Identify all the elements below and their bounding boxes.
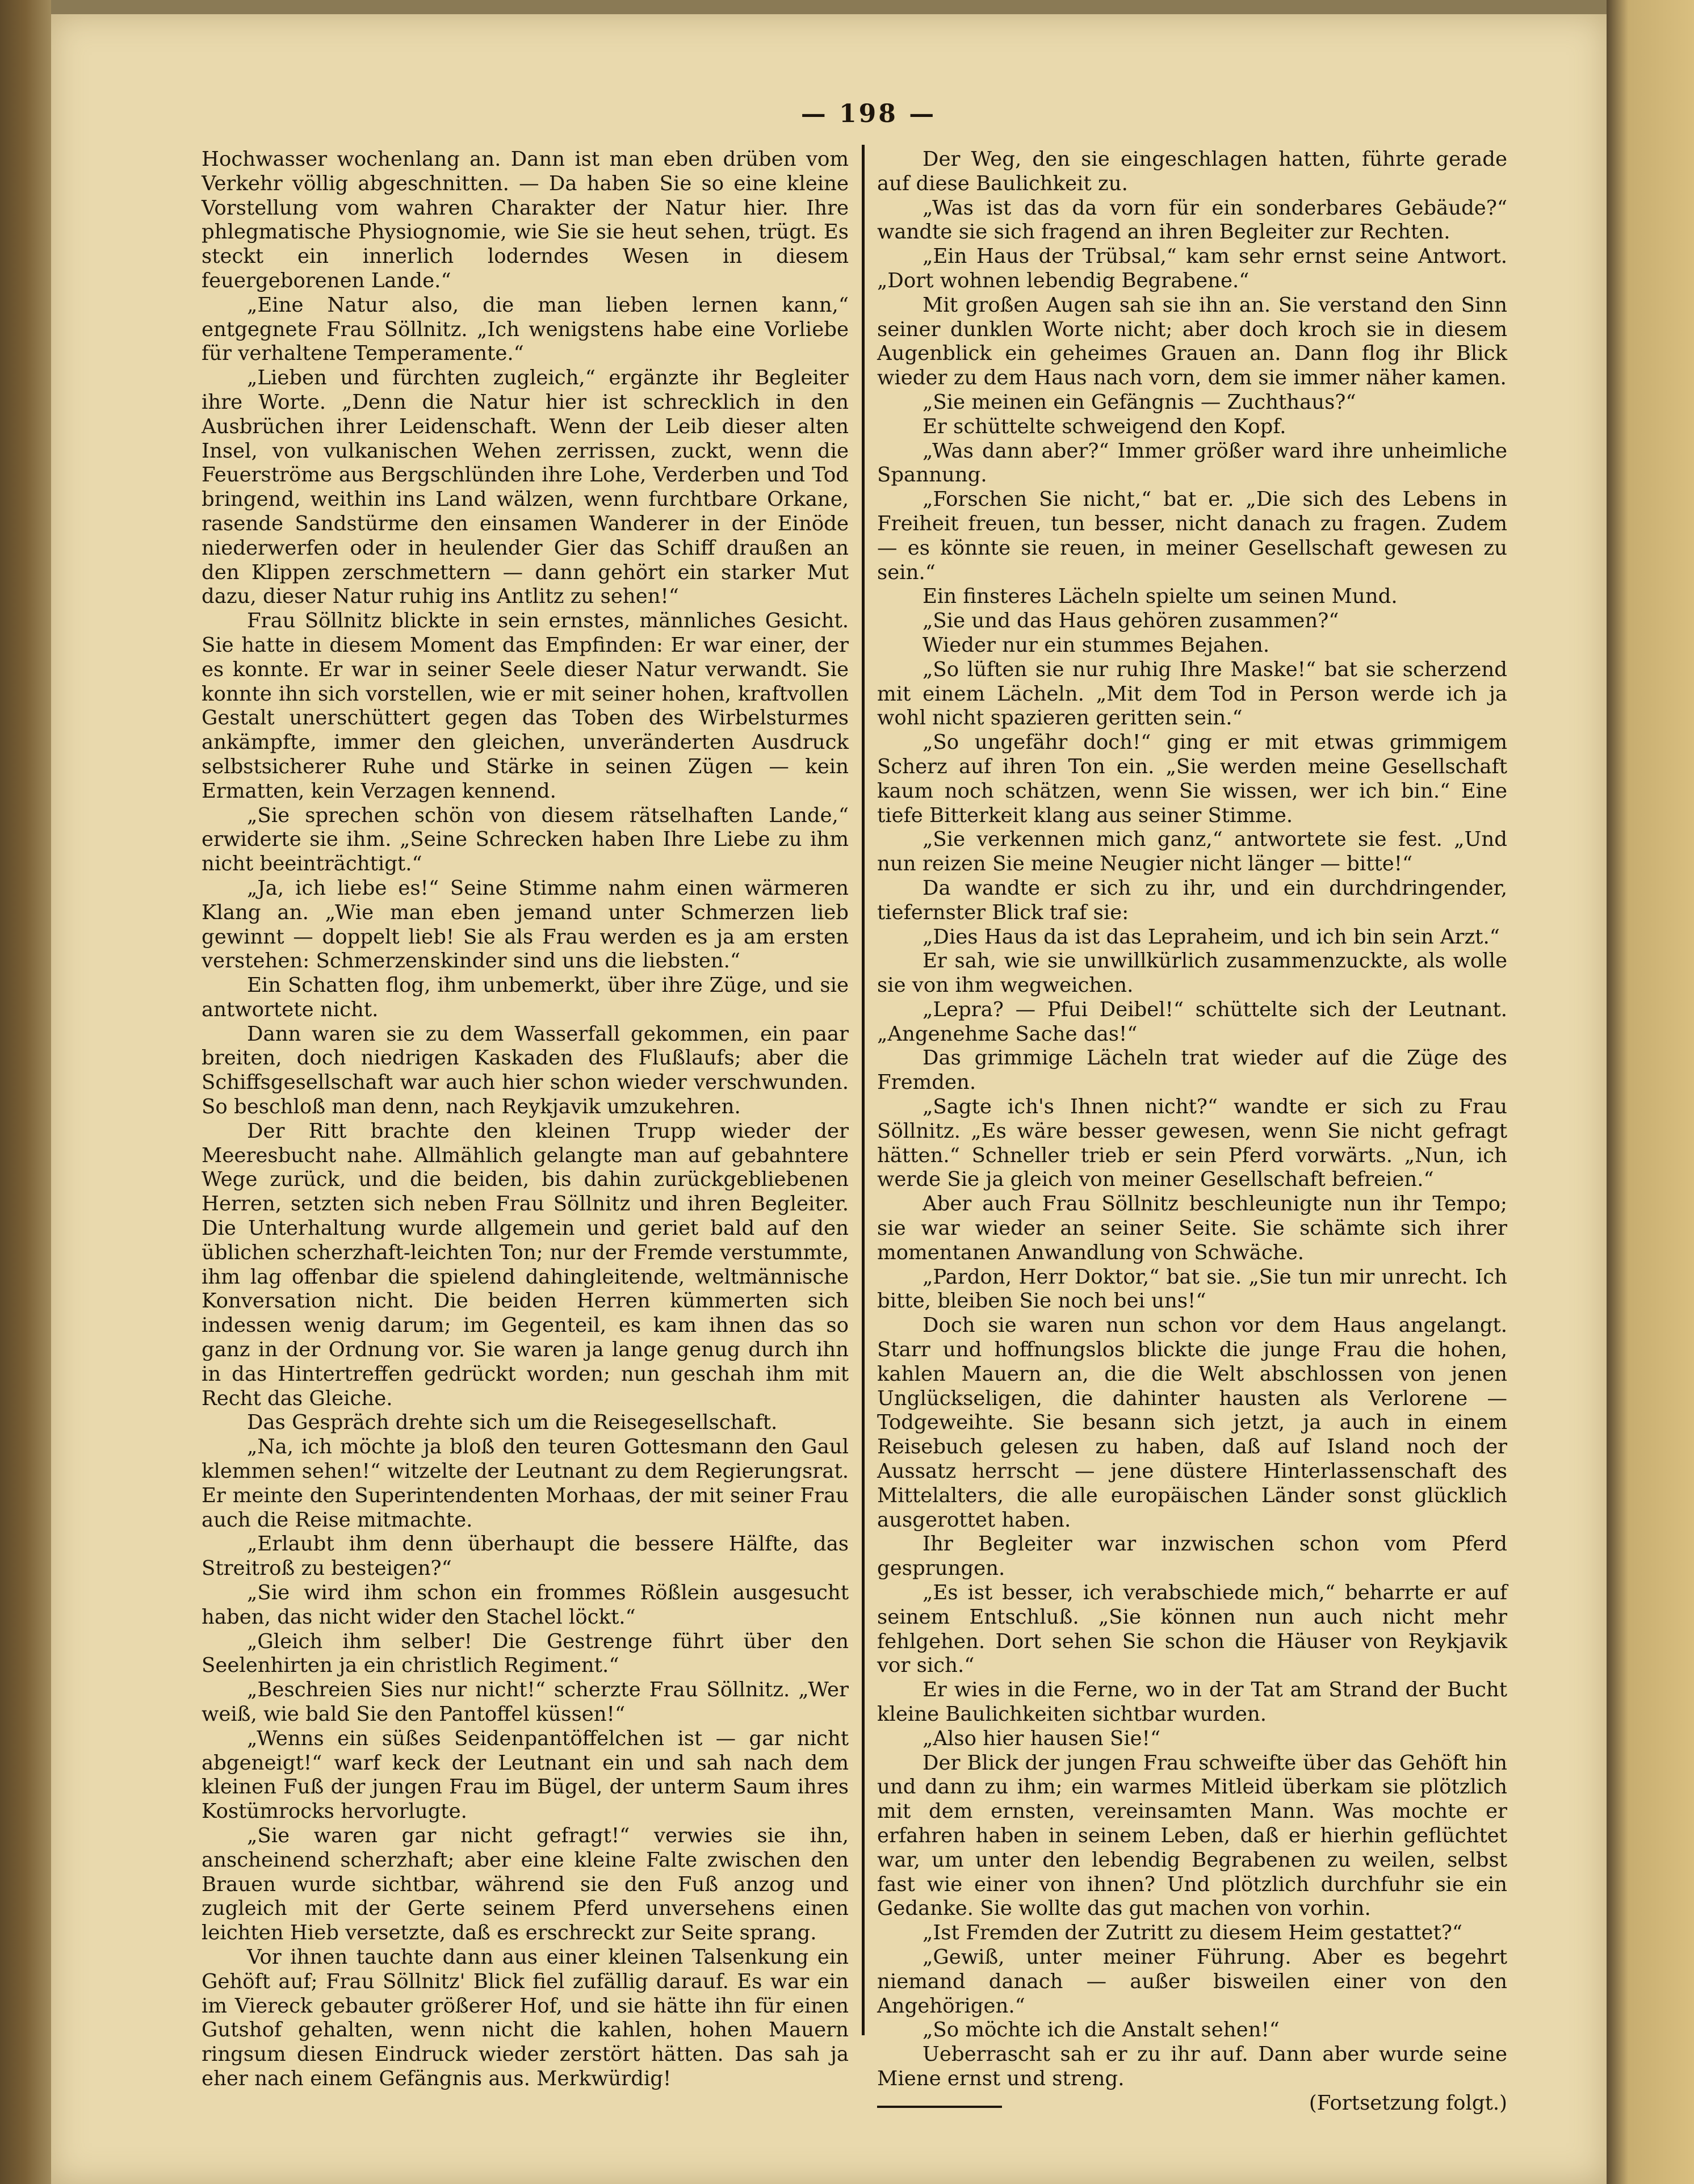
paragraph: „Eine Natur also, die man lieben lernen kann,“ entgegnete Frau Söllnitz. „Ich wenigstens habe eine Vorliebe für verhaltene Temperamente.“ (202, 293, 849, 366)
paragraph: Dann waren sie zu dem Wasserfall gekommen, ein paar breiten, doch niedrigen Kaskaden des Flußlaufs; aber die Schiffsgesellschaft war auch hier schon wieder verschwunden. So beschloß man denn, nach Reykjavik umzukehren. (202, 1022, 849, 1119)
paragraph: Ein Schatten flog, ihm unbemerkt, über ihre Züge, und sie antwortete nicht. (202, 974, 849, 1021)
continuation-note: (Fortsetzung folgt.) (1309, 2091, 1507, 2115)
paragraph: „Sie sprechen schön von diesem rätselhaften Lande,“ erwiderte sie ihm. „Seine Schrecken haben Ihre Liebe zu ihm nicht beeinträchtigt.“ (202, 803, 849, 876)
paragraph: Vor ihnen tauchte dann aus einer kleinen Talsenkung ein Gehöft auf; Frau Söllnitz' Blick fiel zufällig darauf. Es war ein im Viereck gebauter größerer Hof, und sie hätte ihn für einen Gutshof gehalten, wenn nicht die kahlen, hohen Mauern ringsum diesen Eindruck wieder zerstört hätten. Das sah ja eher nach einem Gefängnis aus. Merkwürdig! (202, 1945, 849, 2090)
paragraph: Ihr Begleiter war inzwischen schon vom Pferd gesprungen. (877, 1532, 1507, 1581)
paragraph: Aber auch Frau Söllnitz beschleunigte nun ihr Tempo; sie war wieder an seiner Seite. Sie schämte sich ihrer momentanen Anwandlung von Schwäche. (877, 1192, 1507, 1264)
book-binding-edge (0, 0, 51, 2184)
paragraph: „Sie und das Haus gehören zusammen?“ (923, 609, 1339, 633)
paragraph: „Sie meinen ein Gefängnis — Zuchthaus?“ (923, 390, 1356, 414)
paragraph: Frau Söllnitz blickte in sein ernstes, männliches Gesicht. Sie hatte in diesem Moment das Empfinden: Er war einer, der es konnte. Er war in seiner Seele dieser Natur verwandt. Sie konnte ihn sich vorstellen, wie er mit seiner hohen, kraftvollen Gestalt unerschüttert gegen das Toben des Wirbelsturmes ankämpfte, immer den gleichen, unveränderten Ausdruck selbstsicherer Ruhe und Stärke in seinen Zügen — kein Ermatten, kein Verzagen kennend. (202, 609, 849, 803)
paragraph: „Dies Haus da ist das Lepraheim, und ich bin sein Arzt.“ (923, 925, 1500, 949)
paragraph: Hochwasser wochenlang an. Dann ist man eben drüben vom Verkehr völlig abgeschnitten. — Da haben Sie so eine kleine Vorstellung vom wahren Charakter der Natur hier. Ihre phlegmatische Physiognomie, wie Sie sie heut sehen, trügt. Es steckt ein innerlich loderndes Wesen in diesem feuergeborenen Lande.“ (202, 148, 849, 292)
paragraph: Der Weg, den sie eingeschlagen hatten, führte gerade auf diese Baulichkeit zu. (877, 148, 1507, 195)
paragraph: „Was dann aber?“ Immer größer ward ihre unheimliche Spannung. (877, 439, 1507, 487)
paragraph: „Beschreien Sies nur nicht!“ scherzte Frau Söllnitz. „Wer weiß, wie bald Sie den Pantoffel küssen!“ (202, 1678, 849, 1726)
paragraph: Wieder nur ein stummes Bejahen. (923, 633, 1270, 657)
text-column-left (202, 148, 849, 2091)
paragraph: „Ein Haus der Trübsal,“ kam sehr ernst seine Antwort. „Dort wohnen lebendig Begrabene.“ (877, 245, 1507, 292)
paragraph: „Na, ich möchte ja bloß den teuren Gottesmann den Gaul klemmen sehen!“ witzelte der Leutnant zu dem Regierungsrat. Er meinte den Superintendenten Morhaas, der mit seiner Frau auch die Reise mitmachte. (202, 1435, 849, 1532)
paragraph: „Wenns ein süßes Seidenpantöffelchen ist — gar nicht abgeneigt!“ warf keck der Leutnant ein und sah nach dem kleinen Fuß der jungen Frau im Bügel, der unterm Saum ihres Kostümrocks hervorlugte. (202, 1726, 849, 1824)
paragraph: „Gewiß, unter meiner Führung. Aber es begehrt niemand danach — außer bisweilen einer von den Angehörigen.“ (877, 1945, 1507, 2018)
adjacent-page-edge (1607, 0, 1694, 2184)
paragraph: „Lepra? — Pfui Deibel!“ schüttelte sich der Leutnant. „Angenehme Sache das!“ (877, 997, 1507, 1046)
text-column-right (877, 148, 1507, 2116)
paragraph: Er sah, wie sie unwillkürlich zusammenzuckte, als wolle sie von ihm wegweichen. (877, 949, 1507, 997)
paragraph: Der Ritt brachte den kleinen Trupp wieder der Meeresbucht nahe. Allmählich gelangte man auf gebahntere Wege zurück, und die beiden, bis dahin zurückgebliebenen Herren, setzten sich neben Frau Söllnitz und ihren Begleiter. Die Unterhaltung wurde allgemein und geriet bald auf den üblichen scherzhaft-leichten Ton; nur der Fremde verstummte, ihm lag offenbar die spielend dahingleitende, weltmännische Konversation nicht. Die beiden Herren kümmerten sich indessen wenig darum; im Gegenteil, es kam ihnen das so ganz in der Ordnung vor. Sie waren ja lange genug durch ihn in das Hintertreffen gedrückt worden; nun geschah ihm mit Recht das Gleiche. (202, 1119, 849, 1410)
paragraph: „Pardon, Herr Doktor,“ bat sie. „Sie tun mir unrecht. Ich bitte, bleiben Sie noch bei uns!“ (877, 1265, 1507, 1313)
paragraph: „Was ist das da vorn für ein sonderbares Gebäude?“ wandte sie sich fragend an ihren Begleiter zur Rechten. (877, 196, 1507, 244)
paragraph: Er schüttelte schweigend den Kopf. (923, 414, 1286, 438)
paragraph: Doch sie waren nun schon vor dem Haus angelangt. Starr und hoffnungslos blickte die junge Frau die hohen, kahlen Mauern an, die die Welt abschlossen von jenen Unglückseligen, die dahinter hausten als Verlorene — Todgeweihte. Sie besann sich jetzt, ja auch in einem Reisebuch gelesen zu haben, daß auf Island noch der Aussatz herrscht — jene düstere Hinterlassenschaft des Mittelalters, die alle europäischen Länder sonst glücklich ausgerottet haben. (877, 1314, 1507, 1532)
paragraph: „Sie verkennen mich ganz,“ antwortete sie fest. „Und nun reizen Sie meine Neugier nicht länger — bitte!“ (877, 828, 1507, 876)
paragraph: Ein finsteres Lächeln spielte um seinen Mund. (923, 585, 1398, 609)
paragraph: Der Blick der jungen Frau schweifte über das Gehöft hin und dann zu ihm; ein warmes Mitleid überkam sie plötzlich mit dem ernsten, vereinsamten Mann. Was mochte er erfahren haben in seinem Leben, daß er hierhin geflüchtet war, um unter den lebendig Begrabenen zu weilen, selbst fast wie einer von ihnen? Und plötzlich durchfuhr sie ein Gedanke. Sie wollte das gut machen von vorhin. (877, 1751, 1507, 1921)
paragraph: „Forschen Sie nicht,“ bat er. „Die sich des Lebens in Freiheit freuen, tun besser, nicht danach zu fragen. Zudem — es könnte sie reuen, in meiner Gesellschaft gewesen zu sein.“ (877, 488, 1507, 584)
paragraph: „Erlaubt ihm denn überhaupt die bessere Hälfte, das Streitroß zu besteigen?“ (202, 1532, 849, 1581)
column-divider (862, 145, 865, 2035)
closing-line (877, 2091, 1507, 2116)
end-rule (877, 2106, 1002, 2108)
paragraph: Er wies in die Ferne, wo in der Tat am Strand der Bucht kleine Baulichkeiten sichtbar wurden. (877, 1678, 1507, 1726)
paragraph: „So ungefähr doch!“ ging er mit etwas grimmigem Scherz auf ihren Ton ein. „Sie werden meine Gesellschaft kaum noch schätzen, wenn Sie wissen, wer ich bin.“ Eine tiefe Bitterkeit klang aus seiner Stimme. (877, 731, 1507, 827)
paragraph: „So lüften sie nur ruhig Ihre Maske!“ bat sie scherzend mit einem Lächeln. „Mit dem Tod in Person werde ich ja wohl nicht spazieren geritten sein.“ (877, 657, 1507, 730)
paragraph: Das Gespräch drehte sich um die Reisegesellschaft. (247, 1411, 778, 1435)
paragraph: „So möchte ich die Anstalt sehen!“ (923, 2018, 1280, 2042)
paragraph: „Sie wird ihm schon ein frommes Rößlein ausgesucht haben, das nicht wider den Stachel löckt.“ (202, 1581, 849, 1629)
paragraph: „Ja, ich liebe es!“ Seine Stimme nahm einen wärmeren Klang an. „Wie man eben jemand unter Schmerzen lieb gewinnt — doppelt lieb! Sie als Frau werden es ja am ersten verstehen: Schmerzenskinder sind uns die liebsten.“ (202, 876, 849, 973)
page-number: — 198 — (800, 99, 937, 128)
paragraph: „Lieben und fürchten zugleich,“ ergänzte ihr Begleiter ihre Worte. „Denn die Natur hier ist schrecklich in den Ausbrüchen ihrer Leidenschaft. Wenn der Leib dieser alten Insel, von vulkanischen Wehen zerrissen, zuckt, wenn die Feuerströme aus Bergschlünden ihre Lohe, Verderben und Tod bringend, weithin ins Land wälzen, wenn furchtbare Orkane, rasende Sandstürme den einsamen Wanderer in der Einöde niederwerfen oder in heulender Gier das Schiff draußen an den Klippen zerschmettern — dann gehört ein starker Mut dazu, dieser Natur ruhig ins Antlitz zu sehen!“ (202, 366, 849, 609)
paragraph: „Sagte ich's Ihnen nicht?“ wandte er sich zu Frau Söllnitz. „Es wäre besser gewesen, wenn Sie nicht gefragt hätten.“ Schneller trieb er sein Pferd vorwärts. „Nun, ich werde Sie ja gleich von meiner Gesellschaft befreien.“ (877, 1095, 1507, 1192)
paragraph: „Ist Fremden der Zutritt zu diesem Heim gestattet?“ (923, 1921, 1463, 1945)
paragraph: Ueberrascht sah er zu ihr auf. Dann aber wurde seine Miene ernst und streng. (877, 2043, 1507, 2090)
paragraph: „Also hier hausen Sie!“ (923, 1726, 1161, 1750)
paragraph: Da wandte er sich zu ihr, und ein durchdringender, tiefernster Blick traf sie: (877, 876, 1507, 924)
paragraph: „Es ist besser, ich verabschiede mich,“ beharrte er auf seinem Entschluß. „Sie können nun auch nicht mehr fehlgehen. Dort sehen Sie schon die Häuser von Reykjavik vor sich.“ (877, 1581, 1507, 1678)
paragraph: Mit großen Augen sah sie ihn an. Sie verstand den Sinn seiner dunklen Worte nicht; aber doch kroch sie in diesem Augenblick ein geheimes Grauen an. Dann flog ihr Blick wieder zu dem Haus nach vorn, dem sie immer näher kamen. (877, 293, 1507, 390)
paragraph: „Sie waren gar nicht gefragt!“ verwies sie ihn, anscheinend scherzhaft; aber eine kleine Falte zwischen den Brauen wurde sichtbar, während sie den Fuß anzog und zugleich mit der Gerte seinem Pferd unversehens einen leichten Hieb versetzte, daß es erschreckt zur Seite sprang. (202, 1824, 849, 1945)
paragraph: Das grimmige Lächeln trat wieder auf die Züge des Fremden. (877, 1046, 1507, 1095)
paragraph: „Gleich ihm selber! Die Gestrenge führt über den Seelenhirten ja ein christlich Regiment.“ (202, 1629, 849, 1678)
